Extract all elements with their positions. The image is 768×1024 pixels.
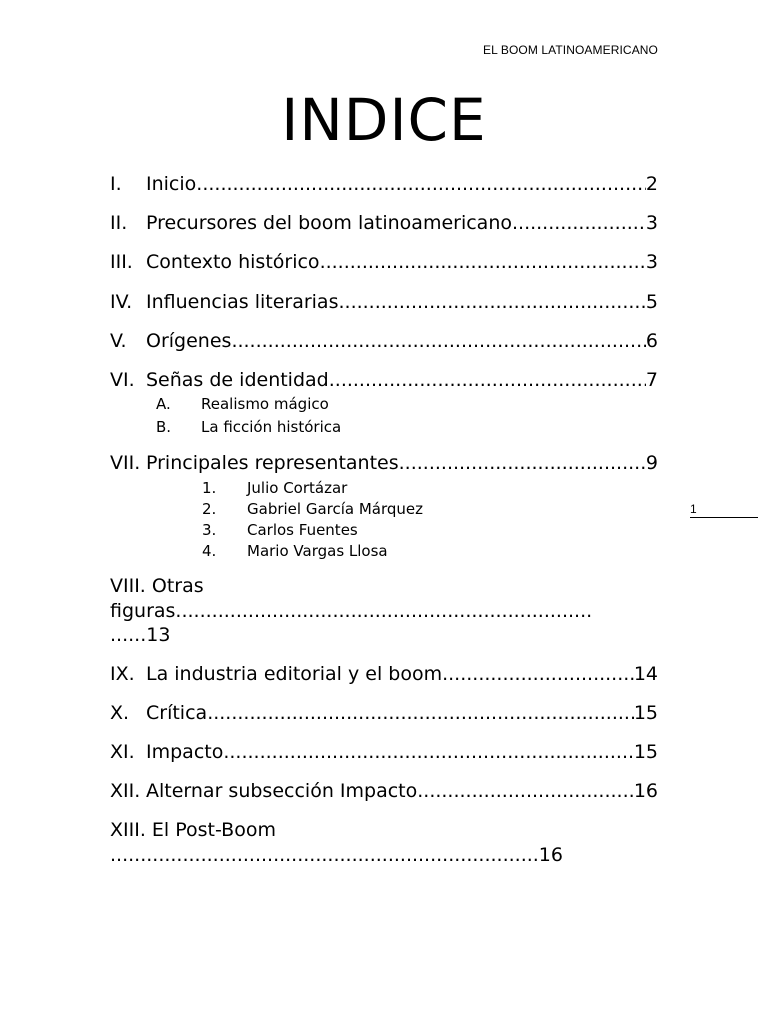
toc-title: Precursores del boom latinoamericano (146, 212, 512, 234)
toc-entry-xii[interactable] (110, 779, 658, 803)
page-title: INDICE (281, 86, 487, 154)
toc-title: Crítica (146, 702, 208, 724)
dot-leader (196, 172, 646, 196)
toc-page: 9 (645, 452, 658, 474)
subentry-title: Realismo mágico (201, 395, 329, 413)
toc-entry-i[interactable] (110, 172, 658, 196)
dot-leader (338, 290, 645, 314)
subentry-title: La ficción histórica (201, 418, 342, 436)
toc-title: Alternar subsección Impacto (146, 780, 418, 802)
toc-number: III. (110, 251, 133, 273)
toc-number: XI. (110, 741, 135, 763)
dot-leader (512, 211, 646, 235)
subentry-label: 2. (202, 500, 217, 518)
toc-entry-v[interactable] (110, 329, 658, 353)
toc-page: 3 (645, 212, 658, 234)
toc-entry-viii-line3[interactable]: ......13 (110, 624, 171, 646)
toc-page: 2 (645, 173, 658, 195)
subentry-label: B. (156, 418, 172, 436)
toc-page: 6 (645, 330, 658, 352)
subentry-label: 3. (202, 521, 217, 539)
toc-number: X. (110, 702, 130, 724)
subentry-title: Gabriel García Márquez (247, 500, 424, 518)
toc-title: Influencias literarias (146, 291, 339, 313)
toc-title: Orígenes (146, 330, 232, 352)
toc-page: 3 (645, 251, 658, 273)
toc-entry-xi[interactable] (110, 740, 658, 764)
toc-page: 14 (633, 663, 658, 685)
subentry-title: Julio Cortázar (247, 479, 348, 497)
dot-leader (320, 250, 646, 274)
toc-page: 15 (633, 741, 658, 763)
dot-leader (207, 701, 634, 725)
toc-number: VII. (110, 452, 141, 474)
dot-leader (442, 662, 634, 686)
toc-page: 16 (633, 780, 658, 802)
dot-leader (329, 368, 646, 392)
toc-title: Impacto (146, 741, 224, 763)
dot-leader (417, 779, 634, 803)
dot-leader (231, 329, 645, 353)
toc-title: La industria editorial y el boom (146, 663, 443, 685)
toc-number: VI. (110, 369, 135, 391)
toc-number: V. (110, 330, 127, 352)
toc-number: IV. (110, 291, 133, 313)
toc-entry-vi[interactable] (110, 368, 658, 392)
toc-number: XII. (110, 780, 141, 802)
toc-page: 5 (645, 291, 658, 313)
toc-number: I. (110, 173, 122, 195)
toc-page: 7 (645, 369, 658, 391)
toc-entry-iii[interactable] (110, 250, 658, 274)
running-header: EL BOOM LATINOAMERICANO (483, 43, 658, 57)
page-number: 1 (690, 502, 697, 516)
toc-entry-vii[interactable] (110, 451, 658, 475)
subentry-title: Carlos Fuentes (247, 521, 358, 539)
toc-title: Señas de identidad (146, 369, 329, 391)
toc-entry-xiii-line1[interactable]: XIII. El Post-Boom (110, 819, 276, 841)
subentry-label: A. (156, 395, 171, 413)
subentry-label: 1. (202, 479, 217, 497)
toc-number: II. (110, 212, 128, 234)
toc-entry-xiii-line2[interactable]: .......................................................................16 (110, 844, 563, 866)
dot-leader (399, 451, 646, 475)
toc-number: IX. (110, 663, 135, 685)
toc-entry-viii-line2[interactable]: figuras..................................................................... (110, 600, 593, 622)
toc-entry-ii[interactable] (110, 211, 658, 235)
toc-entry-ix[interactable] (110, 662, 658, 686)
subentry-title: Mario Vargas Llosa (247, 542, 388, 560)
toc-entry-x[interactable] (110, 701, 658, 725)
toc-title: Principales representantes (146, 452, 399, 474)
toc-title: Inicio (146, 173, 197, 195)
dot-leader (223, 740, 633, 764)
toc-page: 15 (633, 702, 658, 724)
toc-entry-viii-line1[interactable]: VIII. Otras (110, 575, 204, 597)
toc-title: Contexto histórico (146, 251, 320, 273)
page-number-rule (690, 517, 758, 518)
toc-entry-iv[interactable] (110, 290, 658, 314)
subentry-label: 4. (202, 542, 217, 560)
